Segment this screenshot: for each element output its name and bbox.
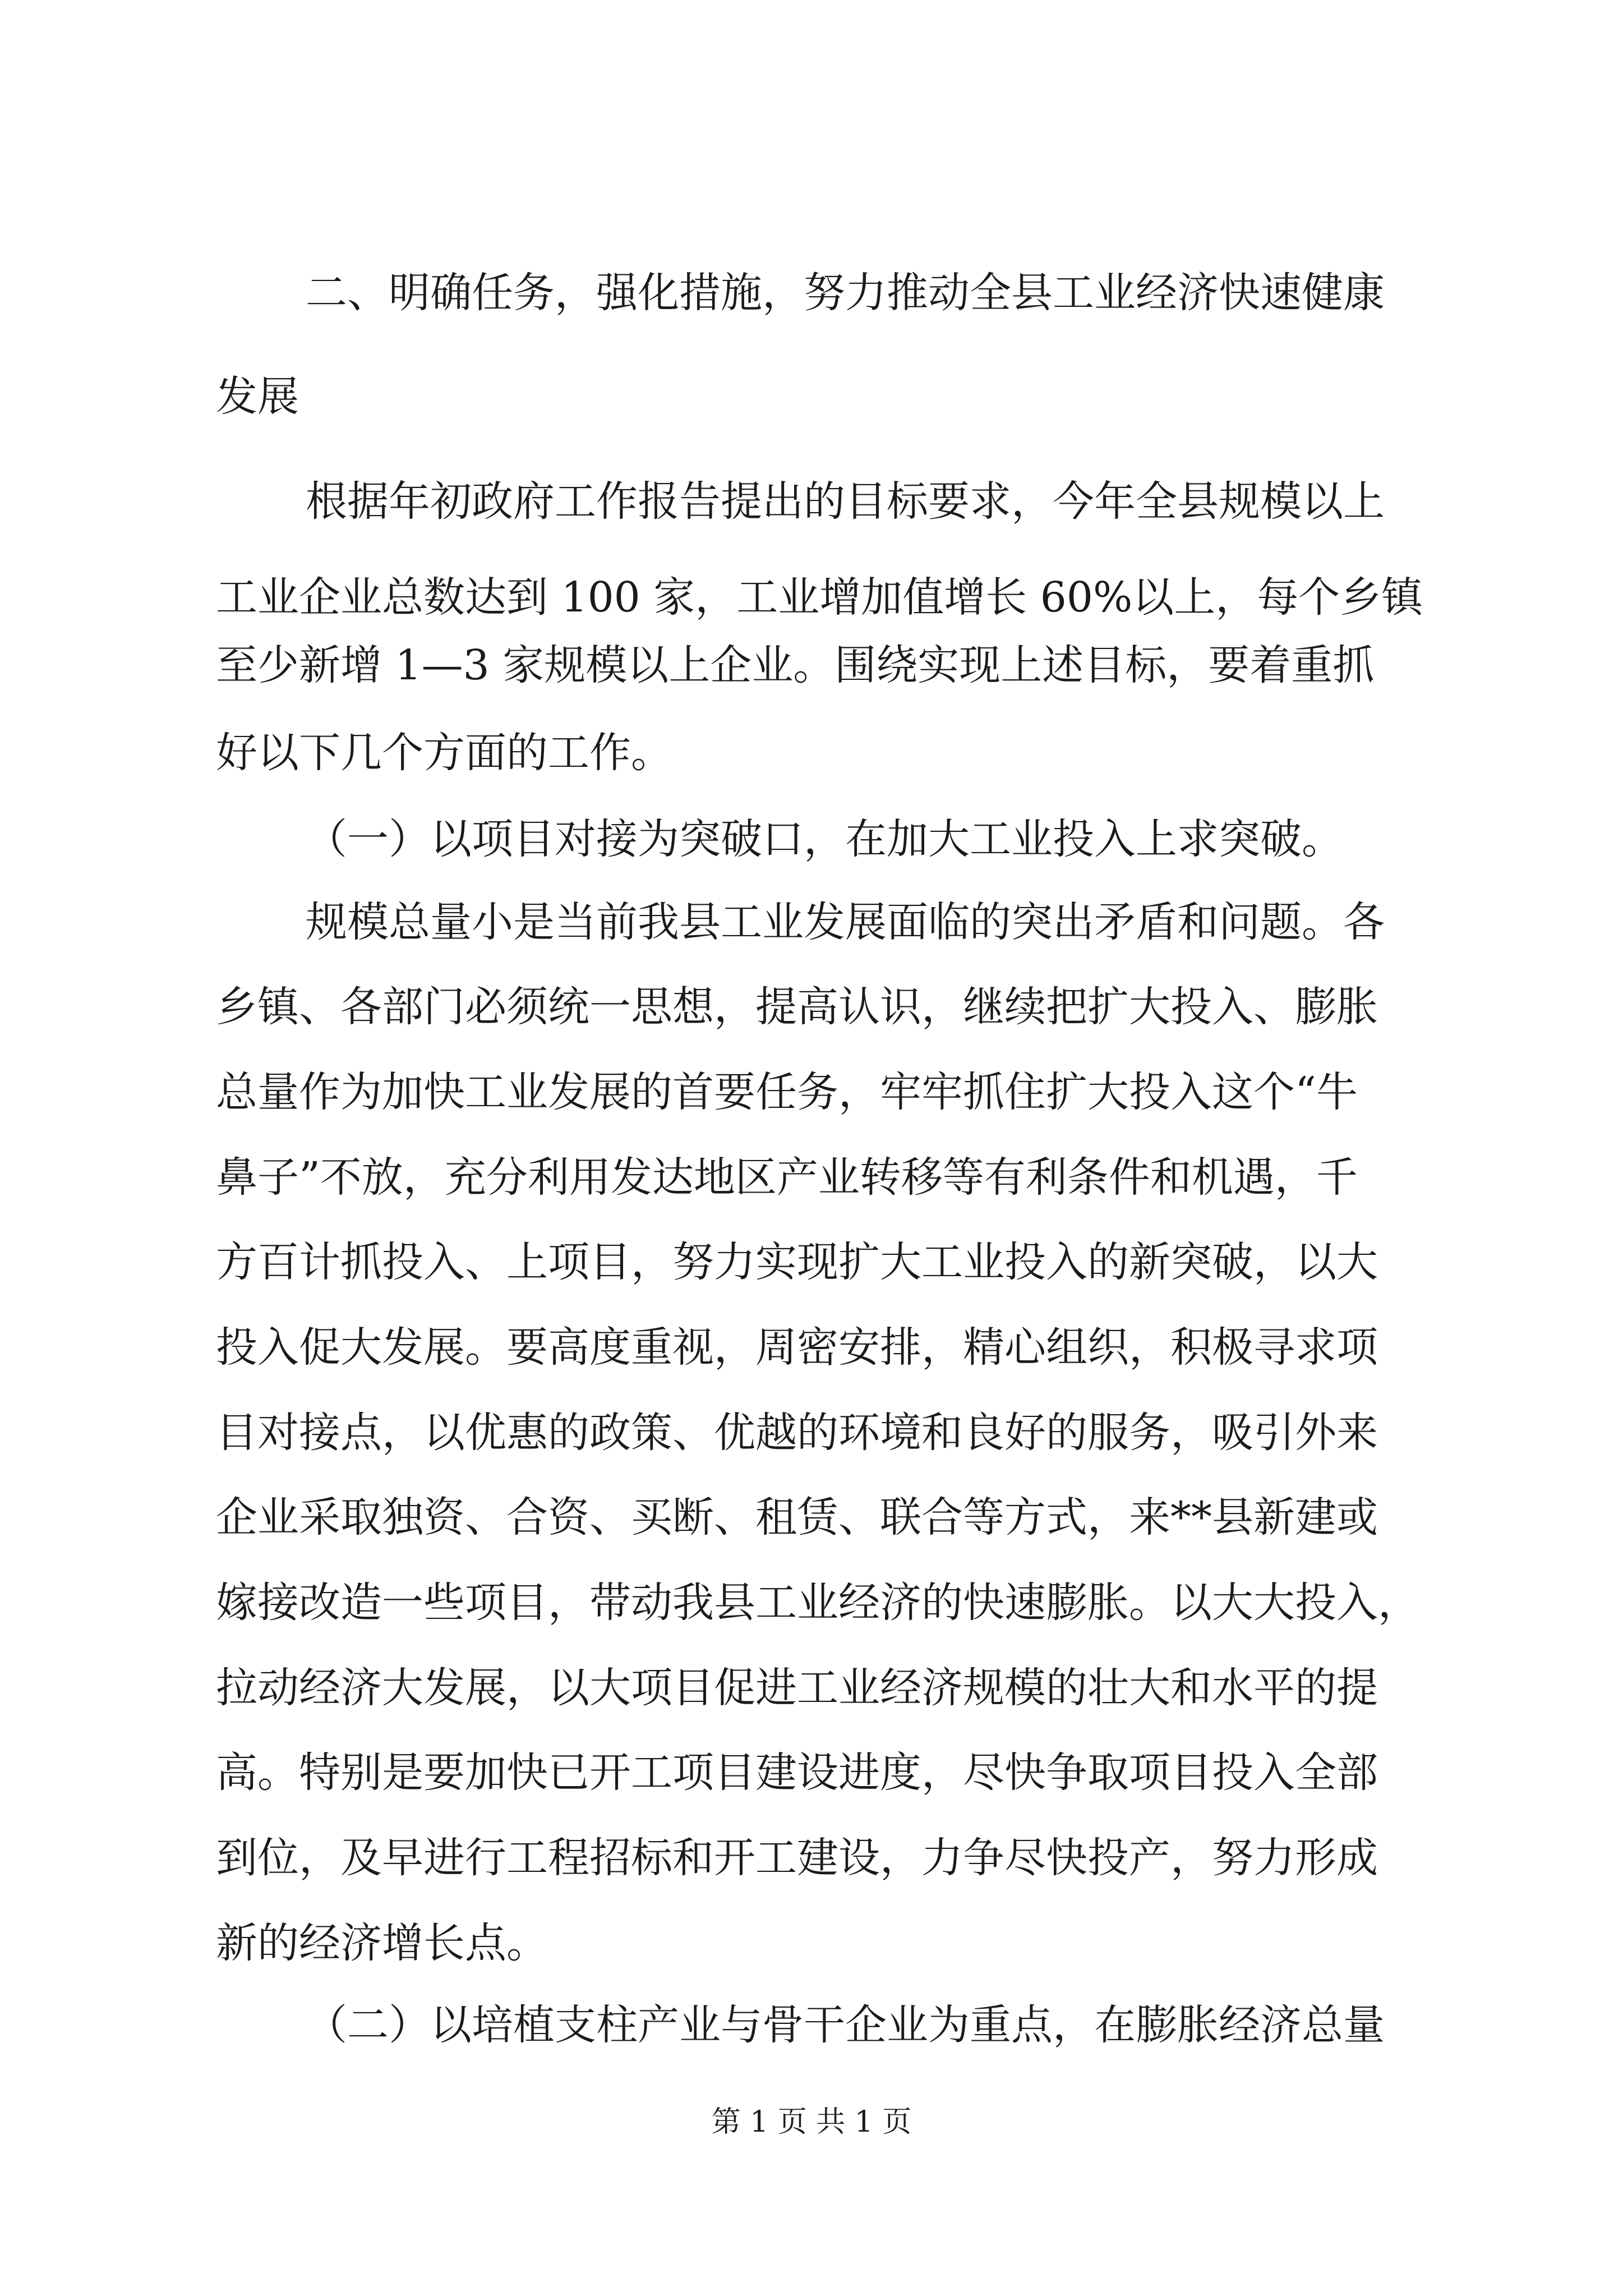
subsection-heading: （一）以项目对接为突破口，在加大工业投入上求突破。 bbox=[306, 815, 1343, 863]
paragraph-line: 规模总量小是当前我县工业发展面临的突出矛盾和问题。各 bbox=[306, 898, 1385, 946]
paragraph-line: 投入促大发展。要高度重视，周密安排，精心组织，积极寻求项 bbox=[216, 1323, 1378, 1372]
paragraph-line: 总量作为加快工业发展的首要任务，牢牢抓住扩大投入这个“牛 bbox=[216, 1068, 1358, 1116]
paragraph-line: 工业企业总数达到 100 家，工业增加值增长 60%以上，每个乡镇 bbox=[216, 573, 1423, 622]
paragraph-line: 拉动经济大发展，以大项目促进工业经济规模的壮大和水平的提 bbox=[216, 1664, 1378, 1712]
subsection-heading: （二）以培植支柱产业与骨干企业为重点，在膨胀经济总量 bbox=[306, 2001, 1385, 2049]
paragraph-line: 高。特别是要加快已开工项目建设进度，尽快争取项目投入全部 bbox=[216, 1749, 1378, 1797]
paragraph-line: 根据年初政府工作报告提出的目标要求，今年全县规模以上 bbox=[306, 477, 1385, 526]
paragraph-line: 嫁接改造一些项目，带动我县工业经济的快速膨胀。以大大投入， bbox=[216, 1579, 1419, 1627]
paragraph-line: 至少新增 1—3 家规模以上企业。围绕实现上述目标，要着重抓 bbox=[216, 641, 1375, 689]
section-heading: 二、明确任务，强化措施，努力推动全县工业经济快速健康 bbox=[306, 269, 1385, 317]
section-heading-continued: 发展 bbox=[216, 372, 299, 421]
paragraph-line: 好以下几个方面的工作。 bbox=[216, 729, 672, 777]
paragraph-line: 企业采取独资、合资、买断、租赁、联合等方式，来**县新建或 bbox=[216, 1493, 1378, 1542]
paragraph-line: 目对接点，以优惠的政策、优越的环境和良好的服务，吸引外来 bbox=[216, 1409, 1378, 1457]
paragraph-line: 鼻子”不放，充分利用发达地区产业转移等有利条件和机遇，千 bbox=[216, 1153, 1358, 1202]
paragraph-line: 新的经济增长点。 bbox=[216, 1919, 548, 1967]
paragraph-line: 到位，及早进行工程招标和开工建设，力争尽快投产，努力形成 bbox=[216, 1834, 1378, 1882]
page-footer: 第 1 页 共 1 页 bbox=[711, 2105, 912, 2139]
paragraph-line: 乡镇、各部门必须统一思想，提高认识，继续把扩大投入、膨胀 bbox=[216, 983, 1378, 1031]
paragraph-line: 方百计抓投入、上项目，努力实现扩大工业投入的新突破，以大 bbox=[216, 1238, 1378, 1286]
